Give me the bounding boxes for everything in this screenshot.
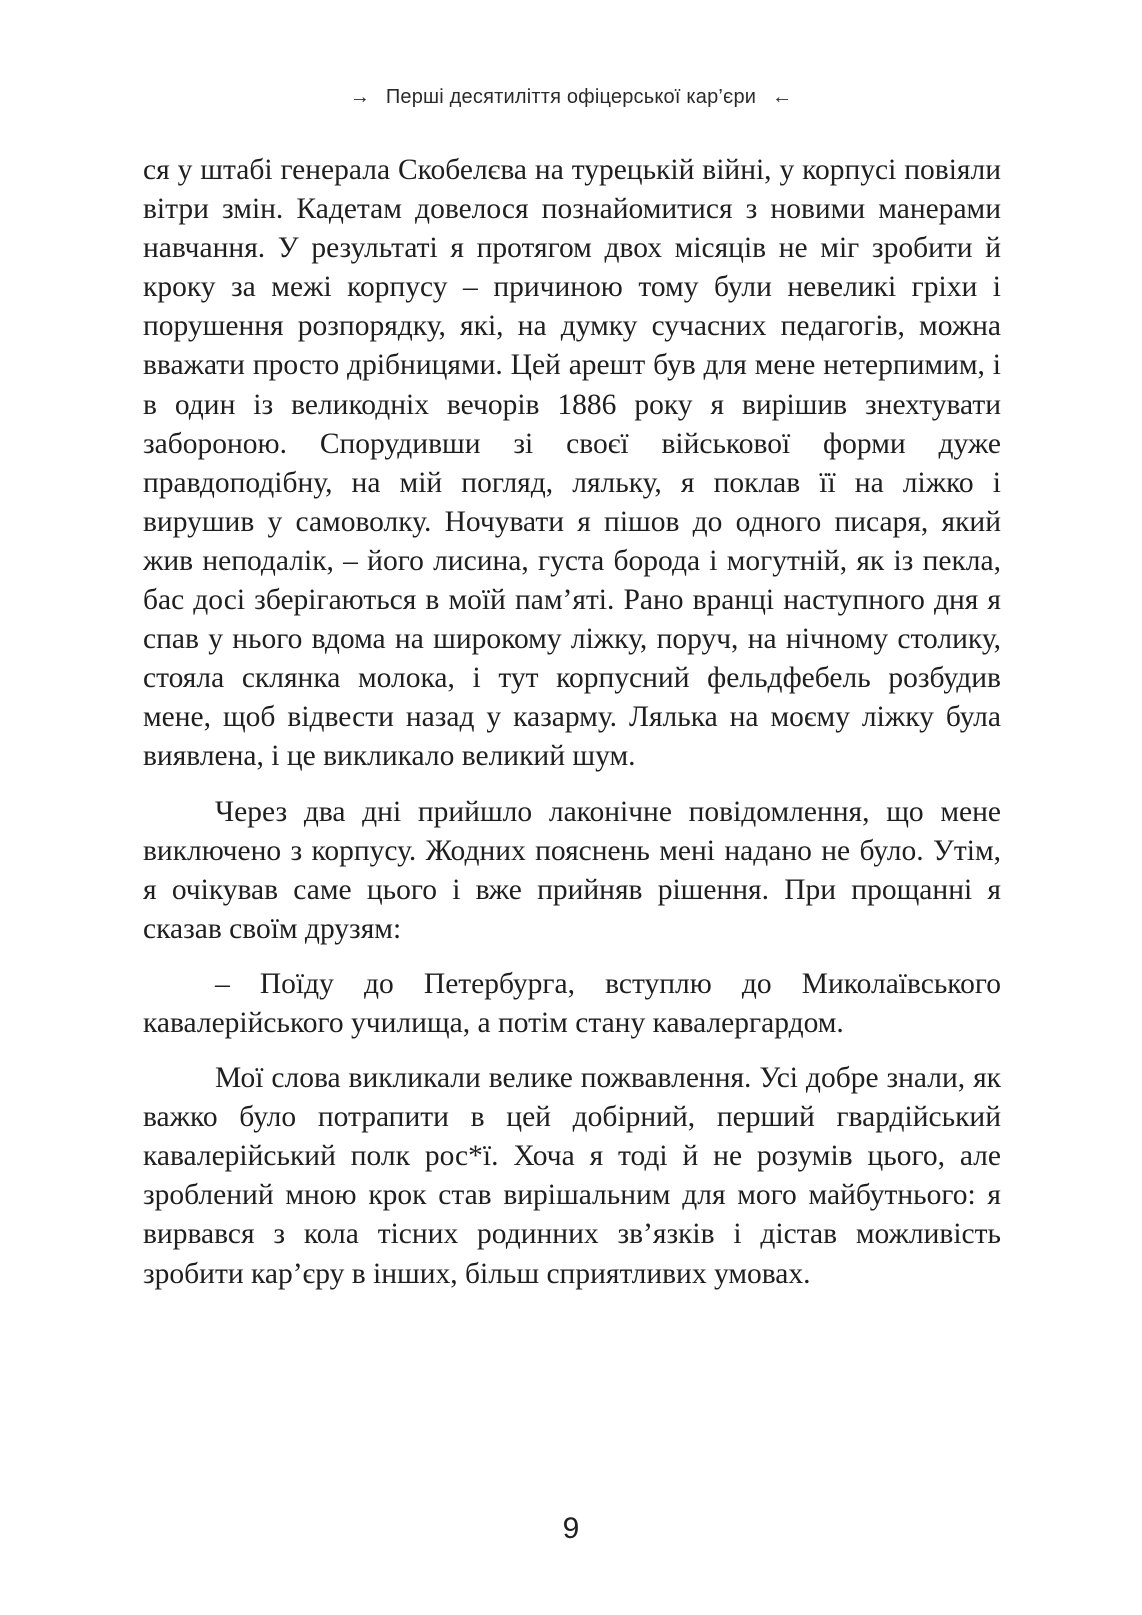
running-header [0,86,1142,109]
paragraph: Через два дні прийшло лаконічне повідомлення, що мене виключено з корпусу. Жодних пояснень мені надано не було. Утім, я очікував саме цього і вже прийняв рішення. При прощанні я сказав своїм друзям: [143,795,1001,945]
arrow-left-icon: ← [771,86,793,108]
paragraph: ся у штабі генерала Скобелєва на турецькій війні, у корпусі повіяли вітри змін. Кадетам довелося познайомитися з новими манерами навчання. У результаті я протягом двох місяців не міг зробити й кроку за межі корпусу – причиною тому були невеликі гріхи і порушення розпорядку, які, на думку сучасних педагогів, можна вважати просто дрібницями. Цей арешт був для мене нетерпимим, і в один із великодніх вечорів 1886 року я вирішив знехтувати забороною. Спорудивши зі своєї військової форми дуже правдоподібну, на мій погляд, ляльку, я поклав її на ліжко і вирушив у самоволку. Ночувати я пішов до одного писаря, який жив неподалік, – його лисина, густа борода і могутній, як із пекла, бас досі зберігаються в моїй пам’яті. Рано вранці наступного дня я спав у нього вдома на широкому ліжку, поруч, на нічному столику, стояла склянка молока, і тут корпусний фельдфебель розбудив мене, щоб відвести назад у казарму. Лялька на моєму ліжку була виявлена, і це викликало великий шум. [143,154,1001,773]
paragraph-dialogue: – Поїду до Петербурга, вступлю до Миколаївського кавалерійського училища, а потім стану кавалергардом. [143,967,1001,1039]
running-header-title: Перші десятиліття офіцерської кар’єри [385,86,757,108]
body-text [143,151,1001,1294]
page-number: 9 [562,1512,580,1545]
paragraph: Мої слова викликали велике пожвавлення. Усі добре знали, як важко було потрапити в цей добірний, перший гвардійський кавалерійський полк рос*ї. Хоча я тоді й не розумів цього, але зроблений мною крок став вирішальним для мого майбутнього: я вирвався з кола тісних родинних зв’язків і дістав можливість зробити кар’єру в інших, більш сприятливих умовах. [143,1062,1001,1290]
arrow-right-icon: → [349,86,371,108]
